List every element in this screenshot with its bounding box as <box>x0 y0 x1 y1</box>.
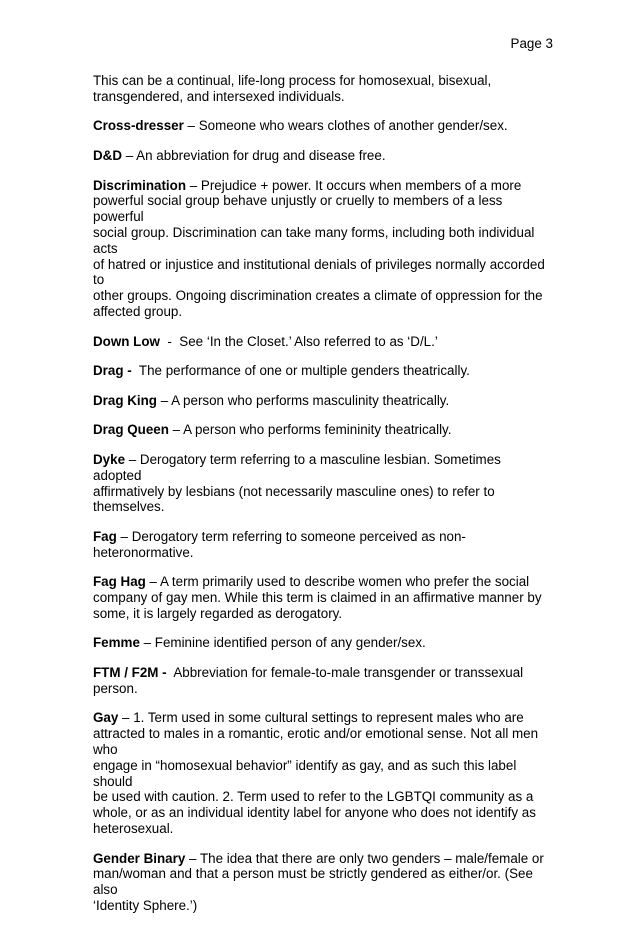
term-separator: – <box>156 392 172 408</box>
glossary-term: Cross-dresser <box>93 118 184 134</box>
term-separator: – <box>139 635 155 651</box>
glossary-term: Fag Hag <box>93 574 146 590</box>
glossary-definition: A person who performs femininity theatrically. <box>183 422 452 438</box>
glossary-term: Dyke <box>93 451 126 467</box>
glossary-entry <box>93 635 548 651</box>
glossary-term: D&D <box>93 147 123 163</box>
glossary-term: Gay <box>93 710 119 726</box>
glossary-entry <box>93 452 548 515</box>
glossary-term: Fag <box>93 528 117 544</box>
term-separator: – <box>122 147 137 163</box>
glossary-term: FTM / F2M - <box>93 665 167 681</box>
glossary-entry <box>93 393 548 409</box>
term-separator: – <box>125 451 140 467</box>
glossary-term: Drag - <box>93 363 132 379</box>
glossary-definition: The idea that there are only two genders – male/female or man/woman and that a person must be strictly gendered as either/or. (See also ‘Identity Sphere.’) <box>93 850 544 914</box>
glossary-definition: Prejudice + power. It occurs when members of a more powerful social group behave unjustly or cruelly to members of a less powerful social group. Discrimination can take many forms, including both individual acts of hatred or injustice and institutional denials of privileges normally accorded to other groups. Ongoing discrimination creates a climate of oppression for the affected group. <box>93 177 545 319</box>
glossary-definition: Derogatory term referring to someone perceived as non-heteronormative. <box>93 528 466 560</box>
glossary-entry <box>93 334 548 350</box>
glossary-definition: Abbreviation for female-to-male transgender or transsexual person. <box>93 665 524 696</box>
glossary-entry <box>93 148 548 164</box>
glossary-term: Discrimination <box>93 177 187 193</box>
glossary-entry <box>93 851 548 914</box>
term-separator: – <box>185 850 200 866</box>
glossary-definition: See ‘In the Closet.’ Also referred to as ‘D/L.’ <box>179 333 438 349</box>
glossary-term: Drag King <box>93 392 157 408</box>
term-separator: – <box>145 574 160 590</box>
glossary-entry <box>93 710 548 836</box>
page-number: Page 3 <box>510 36 553 51</box>
glossary-term: Femme <box>93 635 140 651</box>
glossary-entry <box>93 178 548 320</box>
glossary-definition: Someone who wears clothes of another gender/sex. <box>198 118 508 134</box>
glossary-definition: This can be a continual, life-long process for homosexual, bisexual, transgendered, and intersexed individuals. <box>93 73 492 104</box>
term-separator: – <box>183 118 199 134</box>
glossary-entry <box>93 363 548 379</box>
glossary-definition: 1. Term used in some cultural settings to represent males who are attracted to males in a romantic, erotic and/or emotional sense. Not all men who engage in “homosexual behavior” identify as gay, and as such this label should be used with caution. 2. Term used to refer to the LGBTQI community as a whole, or as an individual identity label for anyone who does not identify as heterosexual. <box>93 710 539 837</box>
term-separator: - <box>159 333 180 349</box>
glossary-term: Down Low <box>93 333 160 349</box>
glossary-entry <box>93 574 548 621</box>
glossary-entry <box>93 665 548 697</box>
glossary-entry <box>93 118 548 134</box>
glossary-definition: Derogatory term referring to a masculine lesbian. Sometimes adopted affirmatively by lesbians (not necessarily masculine ones) to refer to themselves. <box>93 451 501 515</box>
glossary-definition: An abbreviation for drug and disease free. <box>136 147 386 163</box>
term-separator: – <box>186 177 201 193</box>
glossary-definition: Feminine identified person of any gender/sex. <box>154 635 426 651</box>
term-separator: – <box>118 710 134 726</box>
glossary-term: Drag Queen <box>93 422 169 438</box>
glossary-term: Gender Binary <box>93 850 186 866</box>
term-separator: – <box>168 422 184 438</box>
term-separator: – <box>116 528 132 544</box>
term-separator <box>132 363 139 378</box>
glossary-definition: A person who performs masculinity theatrically. <box>171 392 450 408</box>
glossary-definition: A term primarily used to describe women who prefer the social company of gay men. While this term is claimed in an affirmative manner by some, it is largely regarded as derogatory. <box>93 574 542 621</box>
glossary-entry <box>93 529 548 561</box>
glossary-body <box>93 73 548 928</box>
glossary-entry <box>93 422 548 438</box>
glossary-entry <box>93 73 548 105</box>
glossary-definition: The performance of one or multiple genders theatrically. <box>138 363 470 379</box>
